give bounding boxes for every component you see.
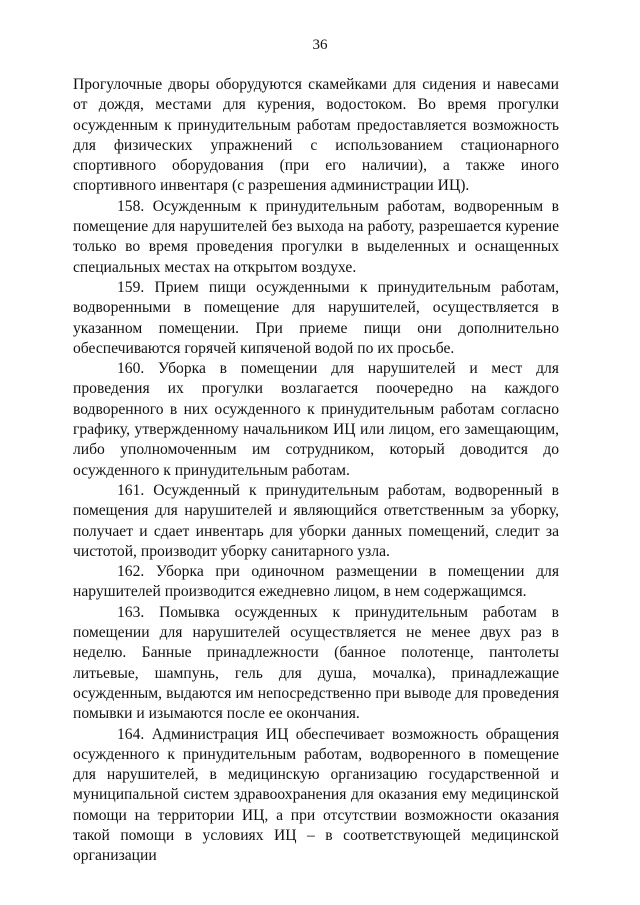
paragraph-161: 161. Осужденный к принудительным работам, водворенный в помещения для нарушителей и являющийся ответственным за уборку, получает и сдает инвентарь для уборки данных помещений, следит за чистотой, производит уборку санитарного узла. <box>73 481 559 560</box>
paragraph-162: 162. Уборка при одиночном размещении в помещении для нарушителей производится ежедневно лицом, в нем содержащимся. <box>73 563 559 601</box>
paragraph-courtyards: Прогулочные дворы оборудуются скамейками для сидения и навесами от дождя, местами для курения, водостоком. Во время прогулки осужденным к принудительным работам предоставляется возможность для физических упражнений с использованием стационарного спортивного оборудования (при его наличии), а также иного спортивного инвентаря (с разрешения администрации ИЦ). <box>73 76 559 195</box>
paragraph-160: 160. Уборка в помещении для нарушителей и мест для проведения их прогулки возлагается поочередно на каждого водворенного в них осужденного к принудительным работам согласно графику, утвержденному начальником ИЦ или лицом, его замещающим, либо уполномоченным им сотрудником, который доводится до осужденного к принудительным работам. <box>73 360 559 479</box>
paragraph-164: 164. Администрация ИЦ обеспечивает возможность обращения осужденного к принудительным работам, водворенного в помещение для нарушителей, в медицинскую организацию государственной и муниципальной систем здравоохранения для оказания ему медицинской помощи на территории ИЦ, а при отсутствии возможности оказания такой помощи в условиях ИЦ – в соответствующей медицинской организации <box>73 725 559 865</box>
paragraph-163: 163. Помывка осужденных к принудительным работам в помещении для нарушителей осуществляется не менее двух раз в неделю. Банные принадлежности (банное полотенце, пантолеты литьевые, шампунь, гель для душа, мочалка), принадлежащие осужденным, выдаются им непосредственно при выводе для проведения помывки и изымаются после ее окончания. <box>73 603 559 723</box>
page-number: 36 <box>312 37 328 53</box>
paragraph-158: 158. Осужденным к принудительным работам, водворенным в помещение для нарушителей без выхода на работу, разрешается курение только во время проведения прогулки в выделенных и оснащенных специальных местах на открытом воздухе. <box>73 197 559 276</box>
document-body <box>73 75 559 867</box>
paragraph-159: 159. Прием пищи осужденными к принудительным работам, водворенными в помещение для нарушителей, осуществляется в указанном помещении. При приеме пищи они дополнительно обеспечиваются горячей кипяченой водой по их просьбе. <box>73 278 559 357</box>
